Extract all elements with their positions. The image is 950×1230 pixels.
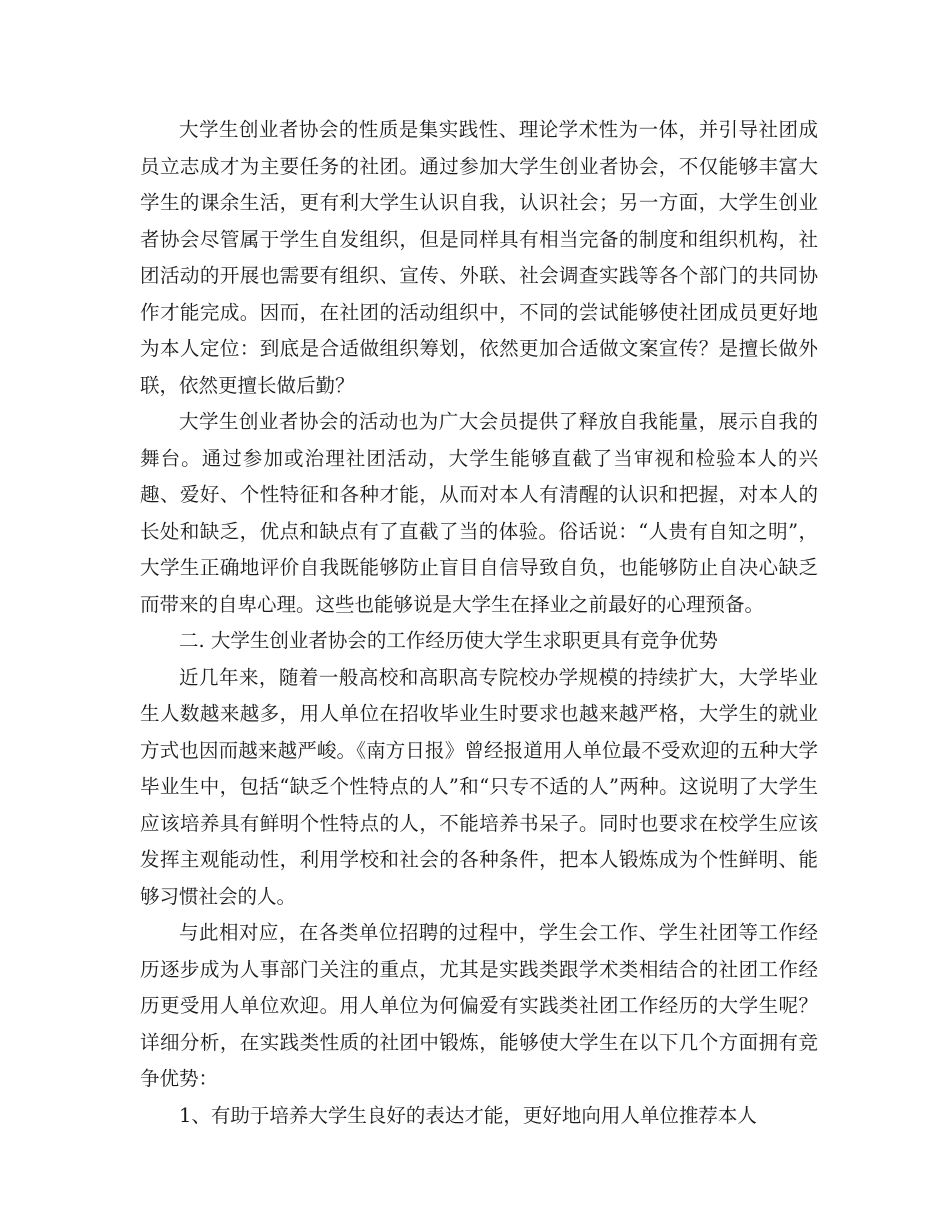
section-heading: 二. 大学生创业者协会的工作经历使大学生求职更具有竞争优势	[179, 629, 718, 652]
paragraph-3: 近几年来，随着一般高校和高职高专院校办学规模的持续扩大，大学毕业生人数越来越多，用人单位在招收毕业生时要求也越来越严格，大学生的就业方式也因而越来越严峻。《南方日报》曾经报道用人单位最不受欢迎的五种大学毕业生中，包括“缺乏个性特点的人”和“只专不适的人”两种。这说明了大学生应该培养具有鲜明个性特点的人，不能培养书呆子。同时也要求在校学生应该发挥主观能动性，利用学校和社会的各种条件，把本人锻炼成为个性鲜明、能够习惯社会的人。	[140, 665, 818, 908]
paragraph-1: 大学生创业者协会的性质是集实践性、理论学术性为一体，并引导社团成员立志成才为主要任务的社团。通过参加大学生创业者协会，不仅能够丰富大学生的课余生活，更有利大学生认识自我，认识社会；另一方面，大学生创业者协会尽管属于学生自发组织，但是同样具有相当完备的制度和组织机构，社团活动的开展也需要有组织、宣传、外联、社会调查实践等各个部门的共同协作才能完成。因而，在社团的活动组织中，不同的尝试能够使社团成员更好地为本人定位：到底是合适做组织筹划，依然更加合适做文案宣传？是擅长做外联，依然更擅长做后勤？	[140, 118, 818, 397]
paragraph-2: 大学生创业者协会的活动也为广大会员提供了释放自我能量，展示自我的舞台。通过参加或治理社团活动，大学生能够直截了当审视和检验本人的兴趣、爱好、个性特征和各种才能，从而对本人有清醒的认识和把握，对本人的长处和缺乏，优点和缺点有了直截了当的体验。俗话说：“人贵有自知之明”，大学生正确地评价自我既能够防止盲目自信导致自负，也能够防止自决心缺乏而带来的自卑心理。这些也能够说是大学生在择业之前最好的心理预备。	[140, 410, 818, 616]
paragraph-4: 与此相对应，在各类单位招聘的过程中，学生会工作、学生社团等工作经历逐步成为人事部门关注的重点，尤其是实践类跟学术类相结合的社团工作经历更受用人单位欢迎。用人单位为何偏爱有实践类社团工作经历的大学生呢？详细分析，在实践类性质的社团中锻炼，能够使大学生在以下几个方面拥有竞争优势：	[140, 921, 818, 1090]
list-item-1: 1、有助于培养大学生良好的表达才能，更好地向用人单位推荐本人	[179, 1103, 757, 1127]
document-body	[140, 112, 818, 1134]
